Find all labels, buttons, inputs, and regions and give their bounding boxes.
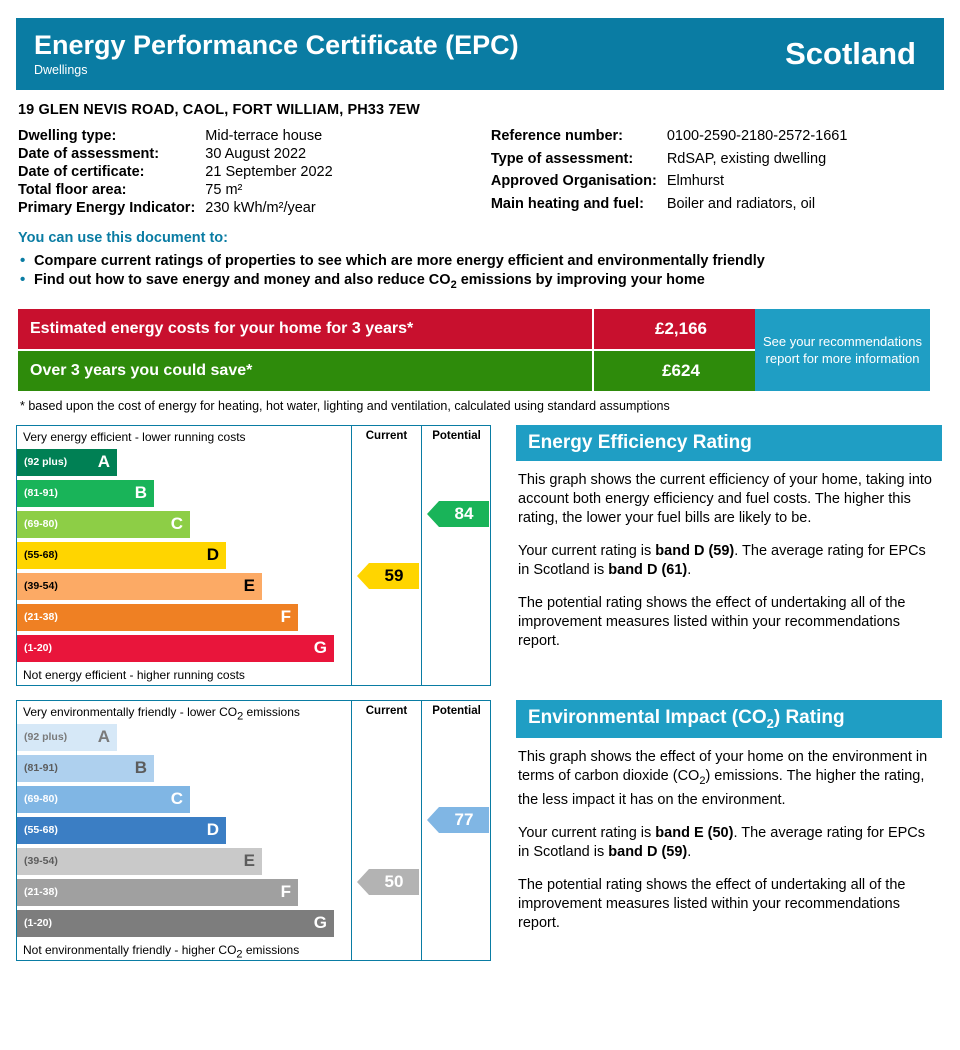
co2-band-c-letter: C (170, 789, 183, 809)
co2-band-row-g (17, 908, 490, 939)
energy-band-b-range: (81-91) (24, 487, 58, 500)
co2-band-b-range: (81-91) (24, 762, 58, 775)
co2-band-a-letter: A (97, 727, 110, 747)
energy-graph-bottom-caption: Not energy efficient - higher running costs (23, 667, 245, 682)
co2-graph-bottom-caption: Not environmentally friendly - higher CO2 emissions (23, 942, 300, 961)
co2-band-g-letter: G (313, 913, 327, 933)
energy-current-rating-pointer (357, 563, 419, 589)
energy-band-b (17, 480, 154, 507)
costs-footnote: * based upon the cost of energy for heating, hot water, lighting and ventilation, calculated using standard assumptions (20, 398, 670, 413)
energy-panel-body (516, 461, 942, 651)
energy-current-rating-value: 59 (369, 563, 419, 589)
energy-band-row-c (17, 509, 490, 540)
potential-saving-label: Over 3 years you could save* (18, 351, 592, 391)
co2-panel-title: Environmental Impact $(CO_2)$ Rating (516, 700, 942, 738)
energy-band-row-b (17, 478, 490, 509)
energy-potential-rating-value: 84 (439, 501, 489, 527)
detail-value-total-floor-area: 75 m² (205, 182, 243, 198)
environmental-impact-panel (516, 700, 942, 947)
energy-p2-mid: . The average rating for EPCs in Scotland is (518, 542, 926, 578)
co2-band-row-e (17, 846, 490, 877)
energy-band-a (17, 449, 117, 476)
energy-band-d-range: (55-68) (24, 549, 58, 562)
co2-band-row-b (17, 753, 490, 784)
energy-band-row-a (17, 447, 490, 478)
energy-band-g (17, 635, 334, 662)
energy-band-a-letter: A (97, 452, 110, 472)
co2-potential-rating-value: 77 (439, 807, 489, 833)
energy-average-band-text: band D (61) (608, 561, 688, 578)
co2-panel-paragraph-3: The potential rating shows the effect of undertaking all of the improvement measures listed within your recommendations report. (518, 876, 906, 931)
co2-p2-before: Your current rating is (518, 824, 656, 841)
co2-current-rating-value: 50 (369, 869, 419, 895)
energy-potential-rating-pointer (427, 501, 489, 527)
co2-potential-arrow-icon (427, 807, 439, 833)
energy-graph-top-caption: Very energy efficient - lower running costs (23, 429, 246, 444)
co2-band-d (17, 817, 226, 844)
detail-value-date-of-certificate: 21 September 2022 (205, 164, 333, 180)
page-title: Energy Performance Certificate (EPC) (34, 30, 519, 60)
co2-current-rating-pointer (357, 869, 419, 895)
co2-band-row-f (17, 877, 490, 908)
energy-panel-paragraph-1: This graph shows the current efficiency of your home, taking into account both energy efficiency and fuel costs. The higher this rating, the lower your fuel bills are likely to be. (518, 471, 933, 526)
co2-band-f-range: (21-38) (24, 886, 58, 899)
co2-band-e-letter: E (243, 851, 255, 871)
energy-band-c (17, 511, 190, 538)
region-label: Scotland (785, 36, 916, 71)
energy-column-current-label: Current (365, 429, 408, 442)
energy-potential-arrow-icon (427, 501, 439, 527)
co2-band-b-letter: B (134, 758, 147, 778)
energy-band-e-letter: E (243, 576, 255, 596)
details-column-right (491, 128, 944, 216)
detail-label-primary-energy-indicator: Primary Energy Indicator: (18, 200, 196, 216)
energy-band-g-range: (1-20) (24, 642, 53, 655)
co2-current-band-text: band E (50) (655, 824, 734, 841)
detail-label-type-of-assessment: Type of assessment: (490, 150, 634, 167)
energy-band-row-e (17, 571, 490, 602)
detail-value-reference-number: 0100-2590-2180-2572-1661 (666, 128, 848, 144)
use-document-item-save-text: Find out how to save energy and money and also reduce $CO_2$ emissions by improving your home (34, 272, 705, 291)
property-address: 19 GLEN NEVIS ROAD, CAOL, FORT WILLIAM, PH33 7EW (18, 102, 420, 118)
co2-band-c (17, 786, 190, 813)
co2-band-row-c (17, 784, 490, 815)
co2-graph-body (17, 722, 490, 939)
co2-band-f-letter: F (280, 882, 291, 902)
co2-band-d-letter: D (206, 820, 219, 840)
energy-band-f-letter: F (280, 607, 291, 627)
epc-page (0, 18, 960, 1050)
co2-band-a (17, 724, 117, 751)
energy-panel-paragraph-2 (518, 542, 940, 580)
co2-p2-after: . (687, 843, 692, 860)
co2-band-row-d (17, 815, 490, 846)
page-header (16, 18, 944, 90)
detail-label-date-of-certificate: Date of certificate: (18, 164, 145, 180)
co2-band-b (17, 755, 154, 782)
energy-band-g-letter: G (313, 638, 327, 658)
header-left (34, 30, 519, 78)
energy-band-c-letter: C (170, 514, 183, 534)
energy-graph-body (17, 447, 490, 664)
detail-value-primary-energy-indicator: 230 kWh/m²/year (205, 200, 316, 216)
detail-label-dwelling-type: Dwelling type: (18, 128, 117, 144)
energy-band-c-range: (69-80) (24, 518, 58, 531)
co2-band-f (17, 879, 298, 906)
energy-band-row-f (17, 602, 490, 633)
energy-p2-before: Your current rating is (518, 542, 656, 559)
energy-band-e-range: (39-54) (24, 580, 58, 593)
energy-band-b-letter: B (134, 483, 147, 503)
co2-band-e-range: (39-54) (24, 855, 58, 868)
energy-band-row-g (17, 633, 490, 664)
co2-band-c-range: (69-80) (24, 793, 58, 806)
co2-graph-top-caption: Very environmentally friendly - lower CO2 emissions (23, 704, 300, 723)
detail-value-approved-organisation: Elmhurst (666, 173, 725, 189)
co2-potential-rating-pointer (427, 807, 489, 833)
co2-average-band-text: band D (59) (608, 843, 688, 860)
co2-panel-body (516, 738, 942, 933)
use-document-item-compare: • Compare current ratings of properties to see which are more energy efficient and environmentally friendly (18, 252, 944, 271)
use-document-item-save (18, 271, 944, 295)
co2-band-d-range: (55-68) (24, 824, 58, 837)
detail-label-reference-number: Reference number: (490, 128, 623, 144)
environmental-impact-graph (16, 700, 491, 961)
energy-band-f (17, 604, 298, 631)
energy-band-row-d (17, 540, 490, 571)
estimated-cost-row (18, 309, 768, 349)
co2-band-a-range: (92 plus) (24, 731, 68, 744)
energy-panel-title: Energy Efficiency Rating (516, 425, 942, 461)
detail-value-date-of-assessment: 30 August 2022 (205, 146, 307, 162)
energy-p2-after: . (687, 561, 692, 578)
detail-label-approved-organisation: Approved Organisation: (490, 173, 657, 189)
detail-value-dwelling-type: Mid-terrace house (205, 128, 323, 144)
details-column-left (18, 128, 491, 216)
energy-band-e (17, 573, 262, 600)
detail-value-main-heating-and-fuel: Boiler and radiators, oil (666, 195, 816, 212)
energy-efficiency-block (16, 425, 944, 686)
energy-band-a-range: (92 plus) (24, 456, 68, 469)
co2-band-g-range: (1-20) (24, 917, 53, 930)
energy-band-d (17, 542, 226, 569)
co2-column-potential-label: Potential (432, 704, 481, 717)
environmental-impact-block (16, 700, 944, 961)
energy-current-arrow-icon (357, 563, 369, 589)
page-subtitle: Dwellings (34, 63, 88, 77)
energy-column-potential-label: Potential (432, 429, 481, 442)
use-document-title: You can use this document to: (18, 230, 228, 246)
co2-panel-paragraph-1: This graph shows the effect of your home on the environment in terms of carbon dioxide $(CO_2)$ emissions. The higher the rating, the less impact it has on the environment. (518, 748, 928, 808)
co2-column-current-label: Current (365, 704, 408, 717)
energy-band-f-range: (21-38) (24, 611, 58, 624)
energy-current-band-text: band D (59) (655, 542, 735, 559)
co2-current-arrow-icon (357, 869, 369, 895)
recommendations-note: See your recommendations report for more information (755, 309, 930, 391)
energy-panel-paragraph-3: The potential rating shows the effect of undertaking all of the improvement measures listed within your recommendations report. (518, 594, 906, 649)
energy-efficiency-graph (16, 425, 491, 686)
co2-band-e (17, 848, 262, 875)
estimated-cost-label: Estimated energy costs for your home for 3 years* (18, 309, 592, 349)
potential-saving-value: £624 (592, 351, 768, 391)
detail-value-type-of-assessment: RdSAP, existing dwelling (666, 150, 827, 167)
property-details (18, 128, 944, 216)
potential-saving-row (18, 351, 768, 391)
energy-efficiency-panel (516, 425, 942, 665)
use-document-list (18, 252, 944, 295)
co2-panel-paragraph-2 (518, 824, 940, 862)
co2-band-g (17, 910, 334, 937)
estimated-cost-value: £2,166 (592, 309, 768, 349)
detail-label-main-heating-and-fuel: Main heating and fuel: (490, 195, 644, 212)
co2-band-row-a (17, 722, 490, 753)
energy-band-d-letter: D (206, 545, 219, 565)
energy-costs-block (18, 309, 944, 413)
detail-label-date-of-assessment: Date of assessment: (18, 146, 160, 162)
co2-p2-mid: . The average rating for EPCs in Scotland is (518, 824, 926, 860)
detail-label-total-floor-area: Total floor area: (18, 182, 127, 198)
